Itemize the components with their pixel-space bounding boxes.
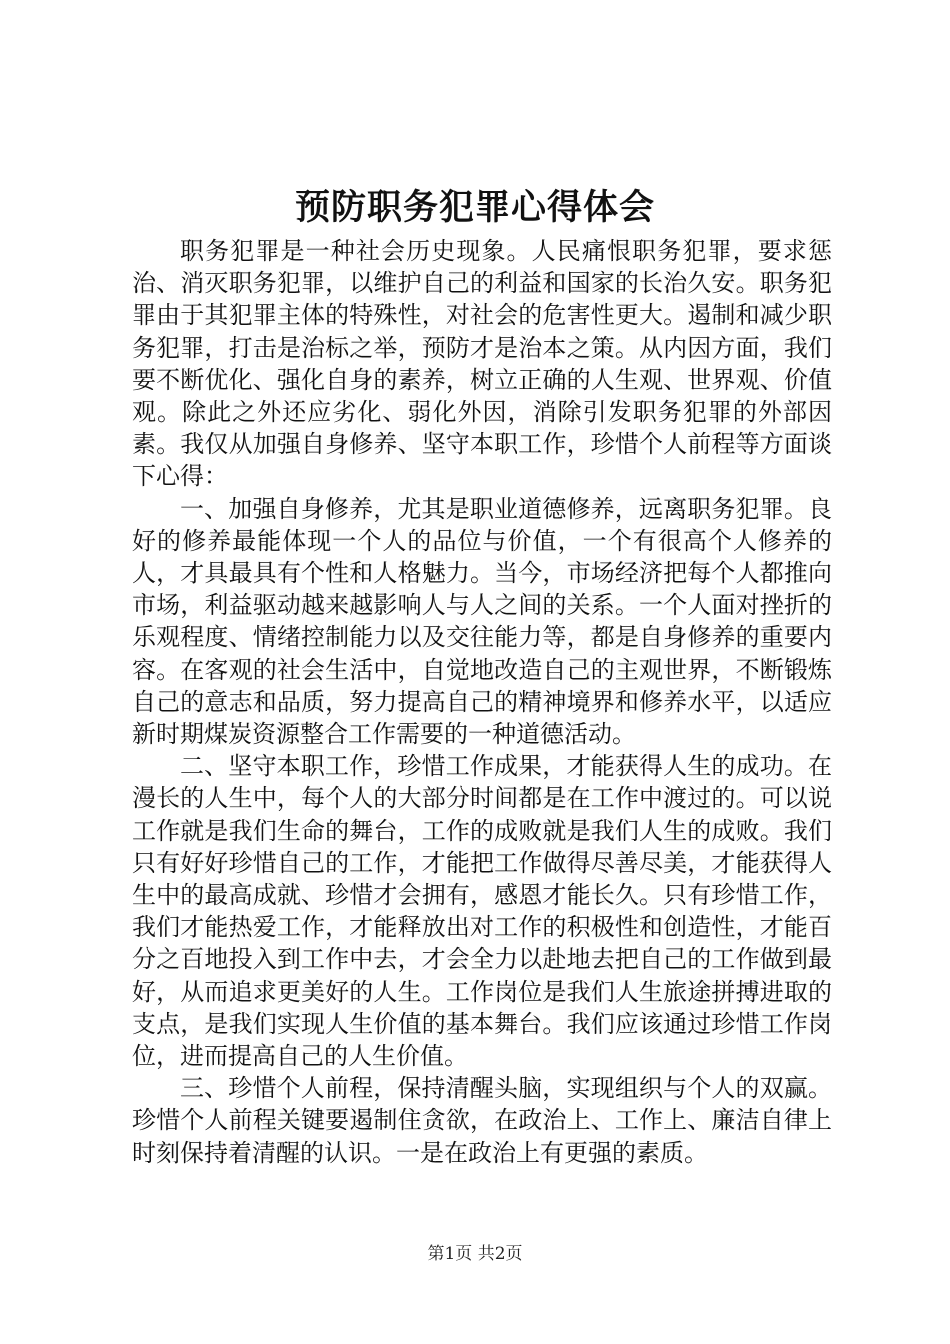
paragraph-section-3: 三、珍惜个人前程，保持清醒头脑，实现组织与个人的双赢。珍惜个人前程关键要遏制住贪欲，在政治上、工作上、廉洁自律上时刻保持着清醒的认识。一是在政治上有更强的素质。 [132, 1074, 832, 1167]
paragraph-section-2: 二、坚守本职工作，珍惜工作成果，才能获得人生的成功。在漫长的人生中，每个人的大部分时间都是在工作中渡过的。可以说工作就是我们生命的舞台，工作的成败就是我们人生的成败。我们只有好好珍惜自己的工作，才能把工作做得尽善尽美，才能获得人生中的最高成就、珍惜才会拥有，感恩才能长久。只有珍惜工作，我们才能热爱工作，才能释放出对工作的积极性和创造性，才能百分之百地投入到工作中去，才会全力以赴地去把自己的工作做到最好，从而追求更美好的人生。工作岗位是我们人生旅途拼搏进取的支点，是我们实现人生价值的基本舞台。我们应该通过珍惜工作岗位，进而提高自己的人生价值。 [132, 752, 832, 1071]
paragraph-section-1: 一、加强自身修养，尤其是职业道德修养，远离职务犯罪。良好的修养最能体现一个人的品位与价值，一个有很高个人修养的人，才具最具有个性和人格魅力。当今，市场经济把每个人都推向市场，利益驱动越来越影响人与人之间的关系。一个人面对挫折的乐观程度、情绪控制能力以及交往能力等，都是自身修养的重要内容。在客观的社会生活中，自觉地改造自己的主观世界，不断锻炼自己的意志和品质，努力提高自己的精神境界和修养水平，以适应新时期煤炭资源整合工作需要的一种道德活动。 [132, 494, 832, 749]
page-title: 预防职务犯罪心得体会 [294, 187, 655, 228]
page-footer: 第1页 共2页 [427, 1244, 523, 1264]
paragraph-intro: 职务犯罪是一种社会历史现象。人民痛恨职务犯罪，要求惩治、消灭职务犯罪，以维护自己的利益和国家的长治久安。职务犯罪由于其犯罪主体的特殊性，对社会的危害性更大。遏制和减少职务犯罪，打击是治标之举，预防才是治本之策。从内因方面，我们要不断优化、强化自身的素养，树立正确的人生观、世界观、价值观。除此之外还应劣化、弱化外因，消除引发职务犯罪的外部因素。我仅从加强自身修养、坚守本职工作，珍惜个人前程等方面谈下心得： [132, 237, 832, 491]
document-body [132, 235, 832, 1169]
